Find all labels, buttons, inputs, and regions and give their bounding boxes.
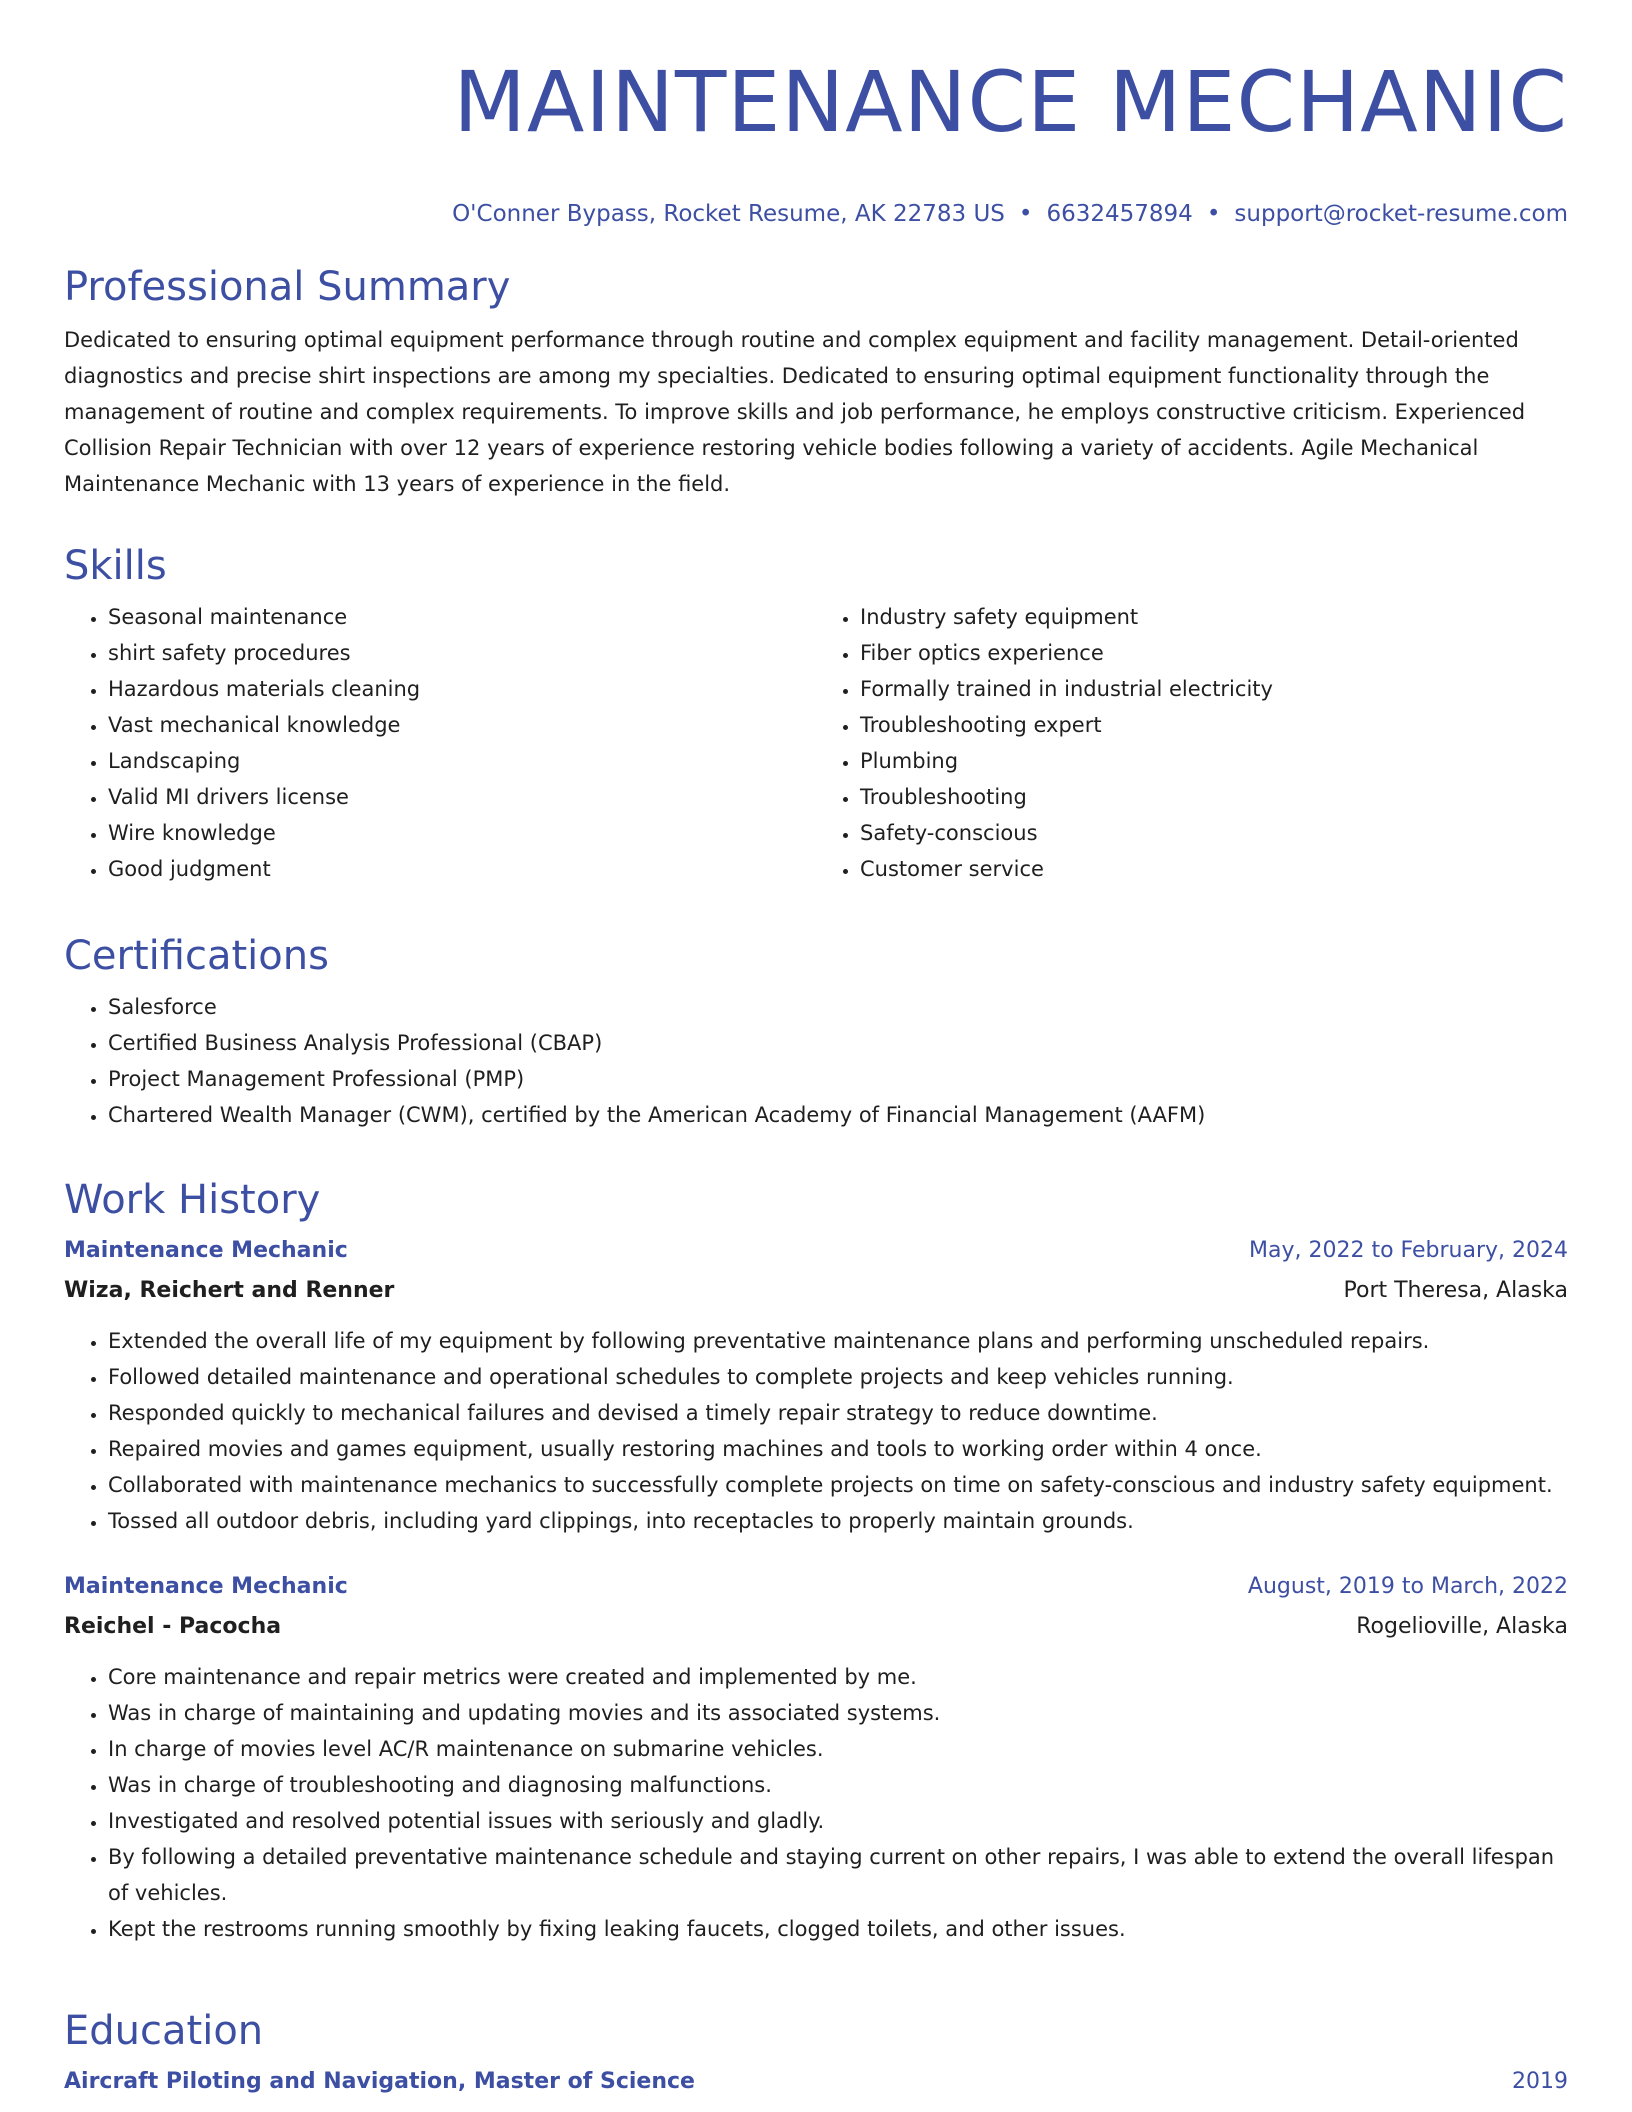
job-company: Wiza, Reichert and Renner xyxy=(64,1278,395,1303)
job-bullets xyxy=(64,1323,1568,1539)
job-entry xyxy=(64,1569,1568,1947)
certifications-heading: Certifications xyxy=(64,933,329,979)
certification-item: • Certified Business Analysis Professional (CBAP) xyxy=(108,1025,1568,1061)
skill-item: • Landscaping xyxy=(108,743,816,779)
job-bullet: • Repaired movies and games equipment, usually restoring machines and tools to working order within 4 once. xyxy=(108,1431,1568,1467)
job-dates: August, 2019 to March, 2022 xyxy=(1247,1574,1568,1599)
skill-item: • Good judgment xyxy=(108,851,816,887)
skill-item: • Valid MI drivers license xyxy=(108,779,816,815)
skill-item: • Industry safety equipment xyxy=(860,599,1568,635)
job-company: Reichel - Pacocha xyxy=(64,1614,282,1639)
job-subheader xyxy=(64,1273,1568,1309)
education-entry xyxy=(64,2064,1568,2100)
job-location: Rogelioville, Alaska xyxy=(1356,1614,1568,1639)
skill-item: • Seasonal maintenance xyxy=(108,599,816,635)
skills-heading: Skills xyxy=(64,543,167,589)
work-history-section xyxy=(64,1175,1568,1947)
certification-item: • Chartered Wealth Manager (CWM), certified by the American Academy of Financial Management (AAFM) xyxy=(108,1097,1568,1133)
education-year: 2019 xyxy=(1512,2069,1568,2094)
job-bullets xyxy=(64,1659,1568,1947)
job-bullet: • Kept the restrooms running smoothly by fixing leaking faucets, clogged toilets, and other issues. xyxy=(108,1911,1568,1947)
summary-text: Dedicated to ensuring optimal equipment performance through routine and complex equipment and facility management. Detail-oriented diagnostics and precise shirt inspections are among my specialties. Dedicated to ensuring optimal equipment functionality through the management of routine and complex requirements. To improve skills and job performance, he employs constructive criticism. Experienced Collision Repair Technician with over 12 years of experience restoring vehicle bodies following a variety of accidents. Agile Mechanical Maintenance Mechanic with 13 years of experience in the field. xyxy=(64,328,1526,496)
skills-columns xyxy=(64,591,1568,887)
skill-item: • Troubleshooting expert xyxy=(860,707,1568,743)
skills-list-right xyxy=(816,599,1568,887)
job-dates: May, 2022 to February, 2024 xyxy=(1249,1238,1568,1263)
skill-item: • Safety-conscious xyxy=(860,815,1568,851)
skills-list-left xyxy=(64,599,816,887)
job-title: Maintenance Mechanic xyxy=(64,1574,348,1599)
contact-address: O'Conner Bypass, Rocket Resume, AK 22783 US xyxy=(452,201,1005,227)
contact-email[interactable]: support@rocket-resume.com xyxy=(1234,201,1568,227)
certification-item: • Salesforce xyxy=(108,989,1568,1025)
skill-item: • Formally trained in industrial electricity xyxy=(860,671,1568,707)
contact-phone: 6632457894 xyxy=(1046,201,1193,227)
summary-section xyxy=(64,262,1568,502)
skill-item: • Plumbing xyxy=(860,743,1568,779)
job-bullet: • In charge of movies level AC/R maintenance on submarine vehicles. xyxy=(108,1731,1568,1767)
skill-item: • Wire knowledge xyxy=(108,815,816,851)
skill-item: • Customer service xyxy=(860,851,1568,887)
certifications-section xyxy=(64,931,1568,1133)
skill-item: • Troubleshooting xyxy=(860,779,1568,815)
job-bullet: • Tossed all outdoor debris, including yard clippings, into receptacles to properly maintain grounds. xyxy=(108,1503,1568,1539)
summary-heading: Professional Summary xyxy=(64,264,511,310)
job-location: Port Theresa, Alaska xyxy=(1343,1278,1568,1303)
job-header xyxy=(64,1233,1568,1269)
contact-separator: • xyxy=(1206,201,1221,227)
job-bullet: • Was in charge of troubleshooting and diagnosing malfunctions. xyxy=(108,1767,1568,1803)
job-bullet: • Collaborated with maintenance mechanics to successfully complete projects on time on safety-conscious and industry safety equipment. xyxy=(108,1467,1568,1503)
job-bullet: • Responded quickly to mechanical failures and devised a timely repair strategy to reduce downtime. xyxy=(108,1395,1568,1431)
job-bullet: • Core maintenance and repair metrics were created and implemented by me. xyxy=(108,1659,1568,1695)
skill-item: • Fiber optics experience xyxy=(860,635,1568,671)
job-bullet: • By following a detailed preventative maintenance schedule and staying current on other repairs, I was able to extend the overall lifespan of vehicles. xyxy=(108,1839,1568,1911)
education-degree: Aircraft Piloting and Navigation, Master of Science xyxy=(64,2069,695,2094)
job-bullet: • Was in charge of maintaining and updating movies and its associated systems. xyxy=(108,1695,1568,1731)
certification-item: • Project Management Professional (PMP) xyxy=(108,1061,1568,1097)
skill-item: • Hazardous materials cleaning xyxy=(108,671,816,707)
resume-title: MAINTENANCE MECHANIC xyxy=(453,53,1568,151)
contact-line xyxy=(64,200,1568,228)
certifications-list xyxy=(64,989,1568,1133)
job-header xyxy=(64,1569,1568,1605)
skill-item: • shirt safety procedures xyxy=(108,635,816,671)
skills-section xyxy=(64,541,1568,887)
job-bullet: • Followed detailed maintenance and operational schedules to complete projects and keep vehicles running. xyxy=(108,1359,1568,1395)
skill-item: • Vast mechanical knowledge xyxy=(108,707,816,743)
education-heading: Education xyxy=(64,2008,264,2054)
job-subheader xyxy=(64,1609,1568,1645)
job-entry xyxy=(64,1233,1568,1539)
contact-separator: • xyxy=(1018,201,1033,227)
job-bullet: • Extended the overall life of my equipment by following preventative maintenance plans and performing unscheduled repairs. xyxy=(108,1323,1568,1359)
job-title: Maintenance Mechanic xyxy=(64,1238,348,1263)
work-history-heading: Work History xyxy=(64,1177,321,1223)
job-bullet: • Investigated and resolved potential issues with seriously and gladly. xyxy=(108,1803,1568,1839)
education-section xyxy=(64,2006,1568,2100)
